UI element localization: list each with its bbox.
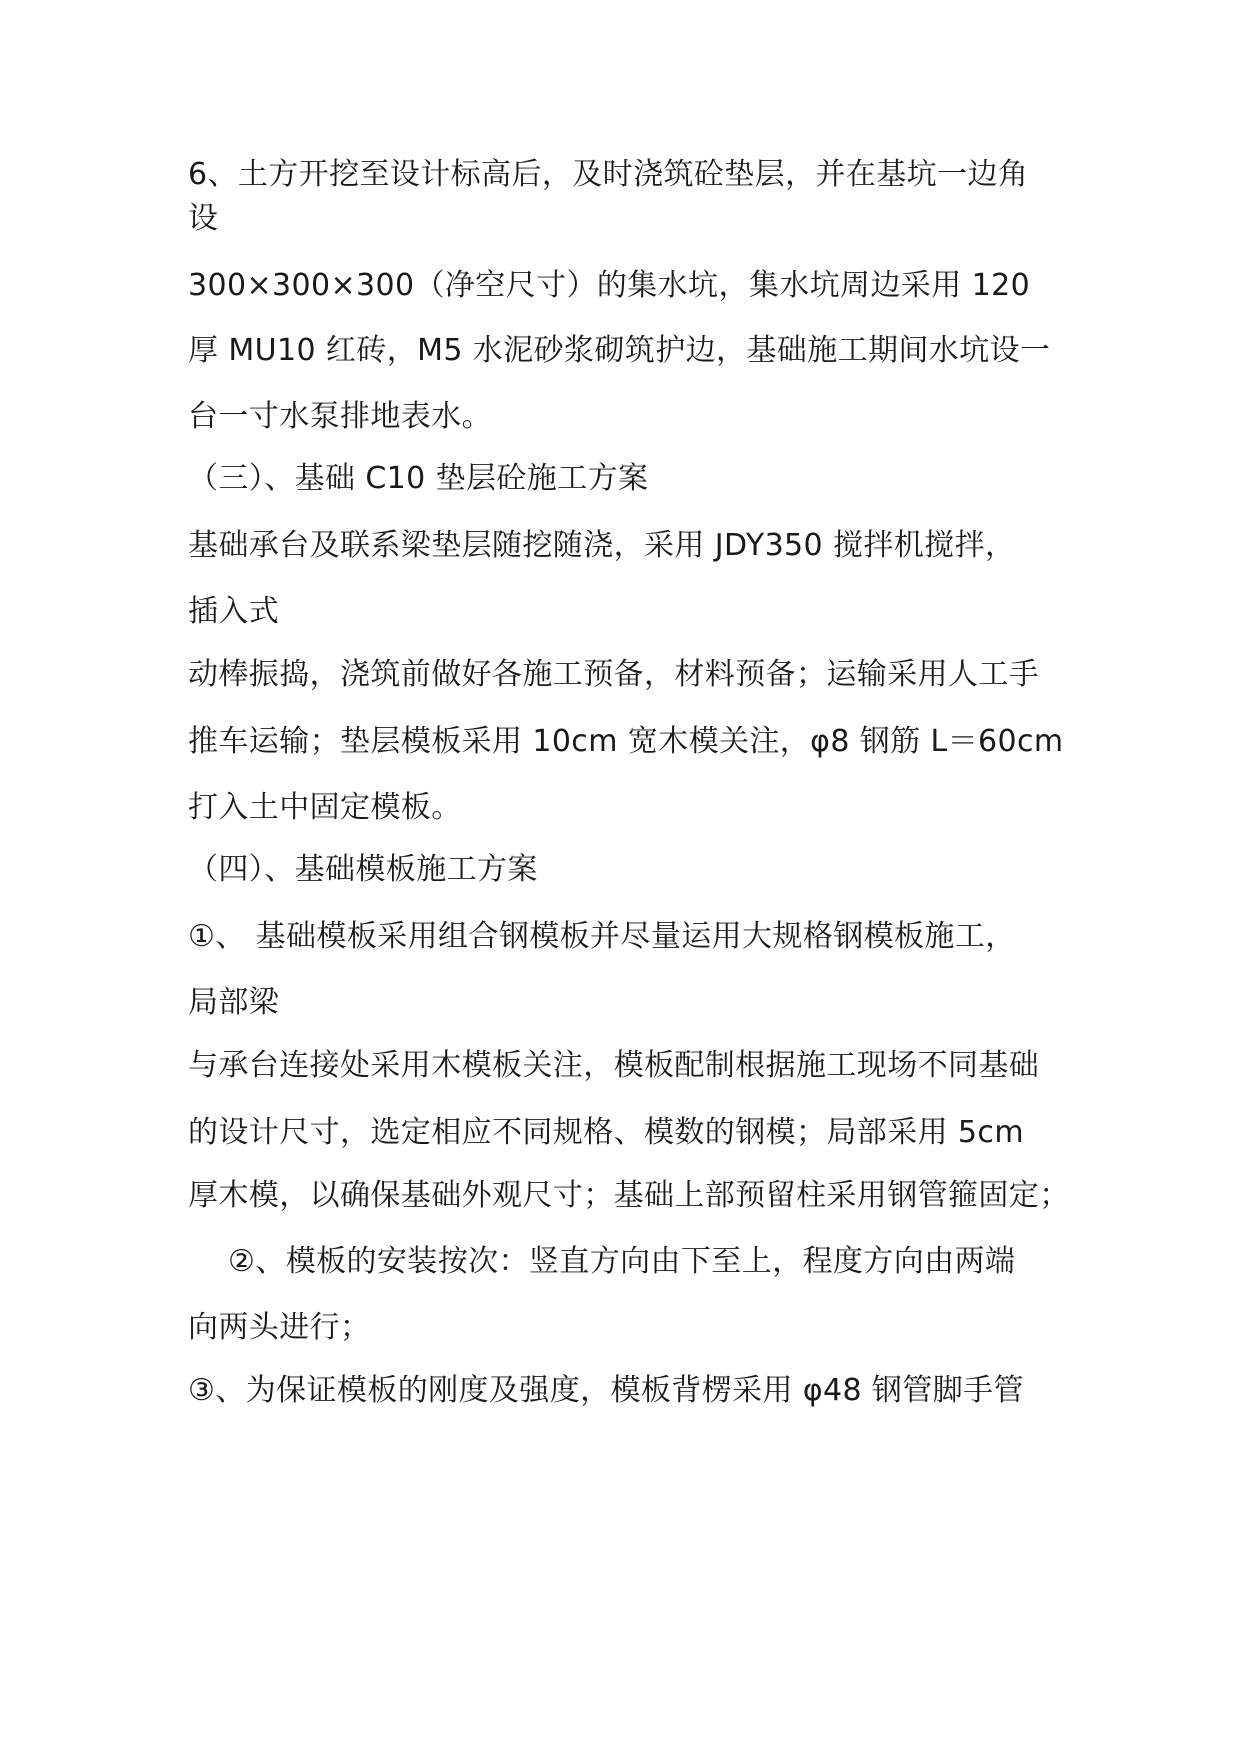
text-line: ③、为保证模板的刚度及强度，模板背楞采用 φ48 钢管脚手管 (188, 1373, 1024, 1408)
text-line: 向两头进行； (188, 1310, 371, 1345)
text-line: ②、模板的安装按次：竖直方向由下至上，程度方向由两端 (228, 1244, 1016, 1279)
text-line: 局部梁 (188, 985, 280, 1020)
text-line: 推车运输；垫层模板采用 10cm 宽木模关注，φ8 钢筋 L＝60cm (188, 724, 1064, 759)
text-line: 厚木模，以确保基础外观尺寸；基础上部预留柱采用钢管箍固定； (188, 1178, 1070, 1213)
section-heading: （四）、基础模板施工方案 (188, 852, 538, 887)
text-line: 与承台连接处采用木模板关注，模板配制根据施工现场不同基础 (188, 1048, 1040, 1083)
section-heading: （三）、基础 C10 垫层砼施工方案 (188, 461, 649, 496)
text-line: 6、土方开挖至设计标高后，及时浇筑砼垫层，并在基坑一边角 (188, 157, 1029, 192)
text-line: 基础承台及联系梁垫层随挖随浇，采用 JDY350 搅拌机搅拌， (188, 528, 1016, 563)
text-line: 动棒振捣，浇筑前做好各施工预备，材料预备；运输采用人工手 (188, 657, 1040, 692)
text-line: 插入式 (188, 594, 280, 629)
text-line: 打入土中固定模板。 (188, 790, 462, 825)
text-line: 厚 MU10 红砖，M5 水泥砂浆砌筑护边，基础施工期间水坑设一 (188, 333, 1051, 368)
text-line: 300×300×300（净空尺寸）的集水坑，集水坑周边采用 120 (188, 268, 1031, 303)
text-line: 设 (188, 201, 219, 236)
text-line: ①、 基础模板采用组合钢模板并尽量运用大规格钢模板施工， (188, 919, 1016, 954)
text-line: 台一寸水泵排地表水。 (188, 399, 492, 434)
text-line: 的设计尺寸，选定相应不同规格、模数的钢模；局部采用 5cm (188, 1115, 1024, 1150)
